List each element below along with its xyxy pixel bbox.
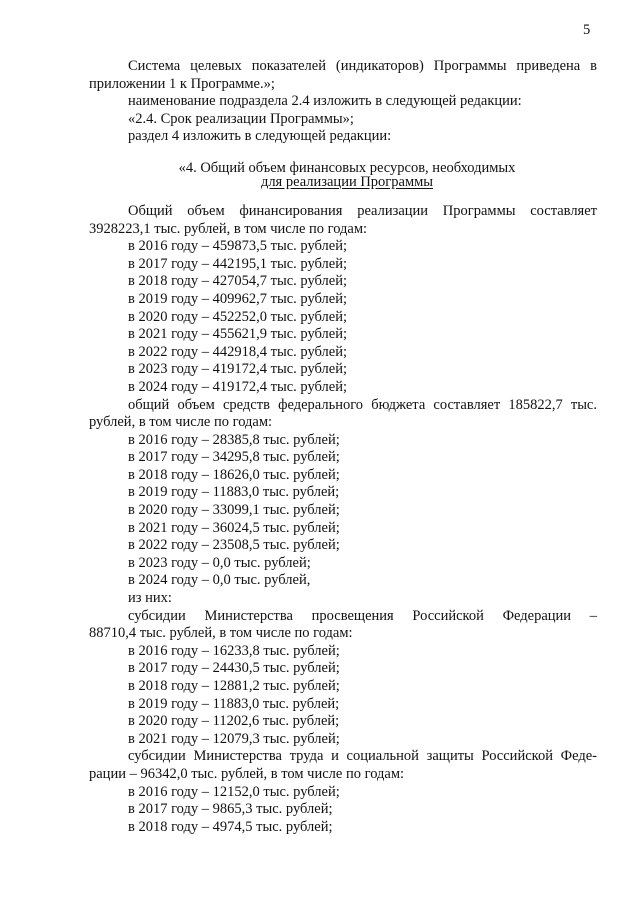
list-item: в 2018 году – 4974,5 тыс. рублей; [128,818,333,835]
list-item: в 2017 году – 442195,1 тыс. рублей; [128,255,348,272]
federal-budget-years [89,432,597,590]
ministry-labor-line2: рации – 96342,0 тыс. рублей, в том числе по годам: [89,765,405,782]
list-item: в 2021 году – 12079,3 тыс. рублей; [128,730,340,747]
ministry-education-line2: 88710,4 тыс. рублей, в том числе по годам: [89,625,353,642]
document-body [89,58,597,836]
list-item: в 2019 году – 11883,0 тыс. рублей; [128,484,340,501]
of-them-label: из них: [128,590,172,607]
ministry-labor-years [89,784,597,837]
paragraph-section-4: раздел 4 изложить в следующей редакции: [128,128,392,145]
list-item: в 2024 году – 0,0 тыс. рублей, [128,572,311,589]
page-number: 5 [583,22,591,38]
section-heading-line2: для реализации Программы [260,173,434,190]
paragraph-subsection-name: наименование подраздела 2.4 изложить в следующей редакции: [128,93,522,110]
section-heading-line1: «4. Общий объем финансовых ресурсов, необходимых [178,159,516,176]
list-item: в 2019 году – 11883,0 тыс. рублей; [128,695,340,712]
list-item: в 2018 году – 18626,0 тыс. рублей; [128,466,340,483]
list-item: в 2021 году – 36024,5 тыс. рублей; [128,519,340,536]
list-item: в 2017 году – 9865,3 тыс. рублей; [128,801,333,818]
list-item: в 2023 году – 419172,4 тыс. рублей; [128,361,348,378]
federal-budget-line2: рублей, в том числе по годам: [89,414,273,431]
list-item: в 2022 году – 23508,5 тыс. рублей; [128,537,340,554]
list-item: в 2018 году – 427054,7 тыс. рублей; [128,273,348,290]
ministry-education-years [89,643,597,749]
paragraph-indicators-line1: Система целевых показателей (индикаторов) Программы приведена в [128,58,597,74]
list-item: в 2020 году – 452252,0 тыс. рублей; [128,308,348,325]
list-item: в 2023 году – 0,0 тыс. рублей; [128,554,311,571]
paragraph-subsection-title: «2.4. Срок реализации Программы»; [128,110,354,127]
federal-budget-line1: общий объем средств федерального бюджета составляет 185822,7 тыс. [128,396,597,413]
ministry-labor-line1: субсидии Министерства труда и социальной защиты Российской Феде- [128,748,597,765]
list-item: в 2019 году – 409962,7 тыс. рублей; [128,290,348,307]
list-item: в 2020 году – 33099,1 тыс. рублей; [128,502,340,519]
total-funding-line2: 3928223,1 тыс. рублей, в том числе по годам: [89,220,368,237]
list-item: в 2016 году – 12152,0 тыс. рублей; [128,783,340,800]
total-funding-years [89,238,597,396]
list-item: в 2021 году – 455621,9 тыс. рублей; [128,326,348,343]
list-item: в 2018 году – 12881,2 тыс. рублей; [128,678,340,694]
section-heading [89,161,597,189]
list-item: в 2024 году – 419172,4 тыс. рублей; [128,378,348,395]
list-item: в 2017 году – 24430,5 тыс. рублей; [128,660,340,677]
total-funding-line1: Общий объем финансирования реализации Программы составляет [128,202,597,219]
ministry-education-line1: субсидии Министерства просвещения Российской Федерации – [128,607,597,624]
list-item: в 2017 году – 34295,8 тыс. рублей; [128,449,340,466]
list-item: в 2020 году – 11202,6 тыс. рублей; [128,713,340,730]
paragraph-indicators-line2: приложении 1 к Программе.»; [89,75,275,92]
list-item: в 2016 году – 28385,8 тыс. рублей; [128,431,340,448]
list-item: в 2016 году – 16233,8 тыс. рублей; [128,642,340,659]
list-item: в 2022 году – 442918,4 тыс. рублей; [128,343,348,360]
list-item: в 2016 году – 459873,5 тыс. рублей; [128,238,348,255]
